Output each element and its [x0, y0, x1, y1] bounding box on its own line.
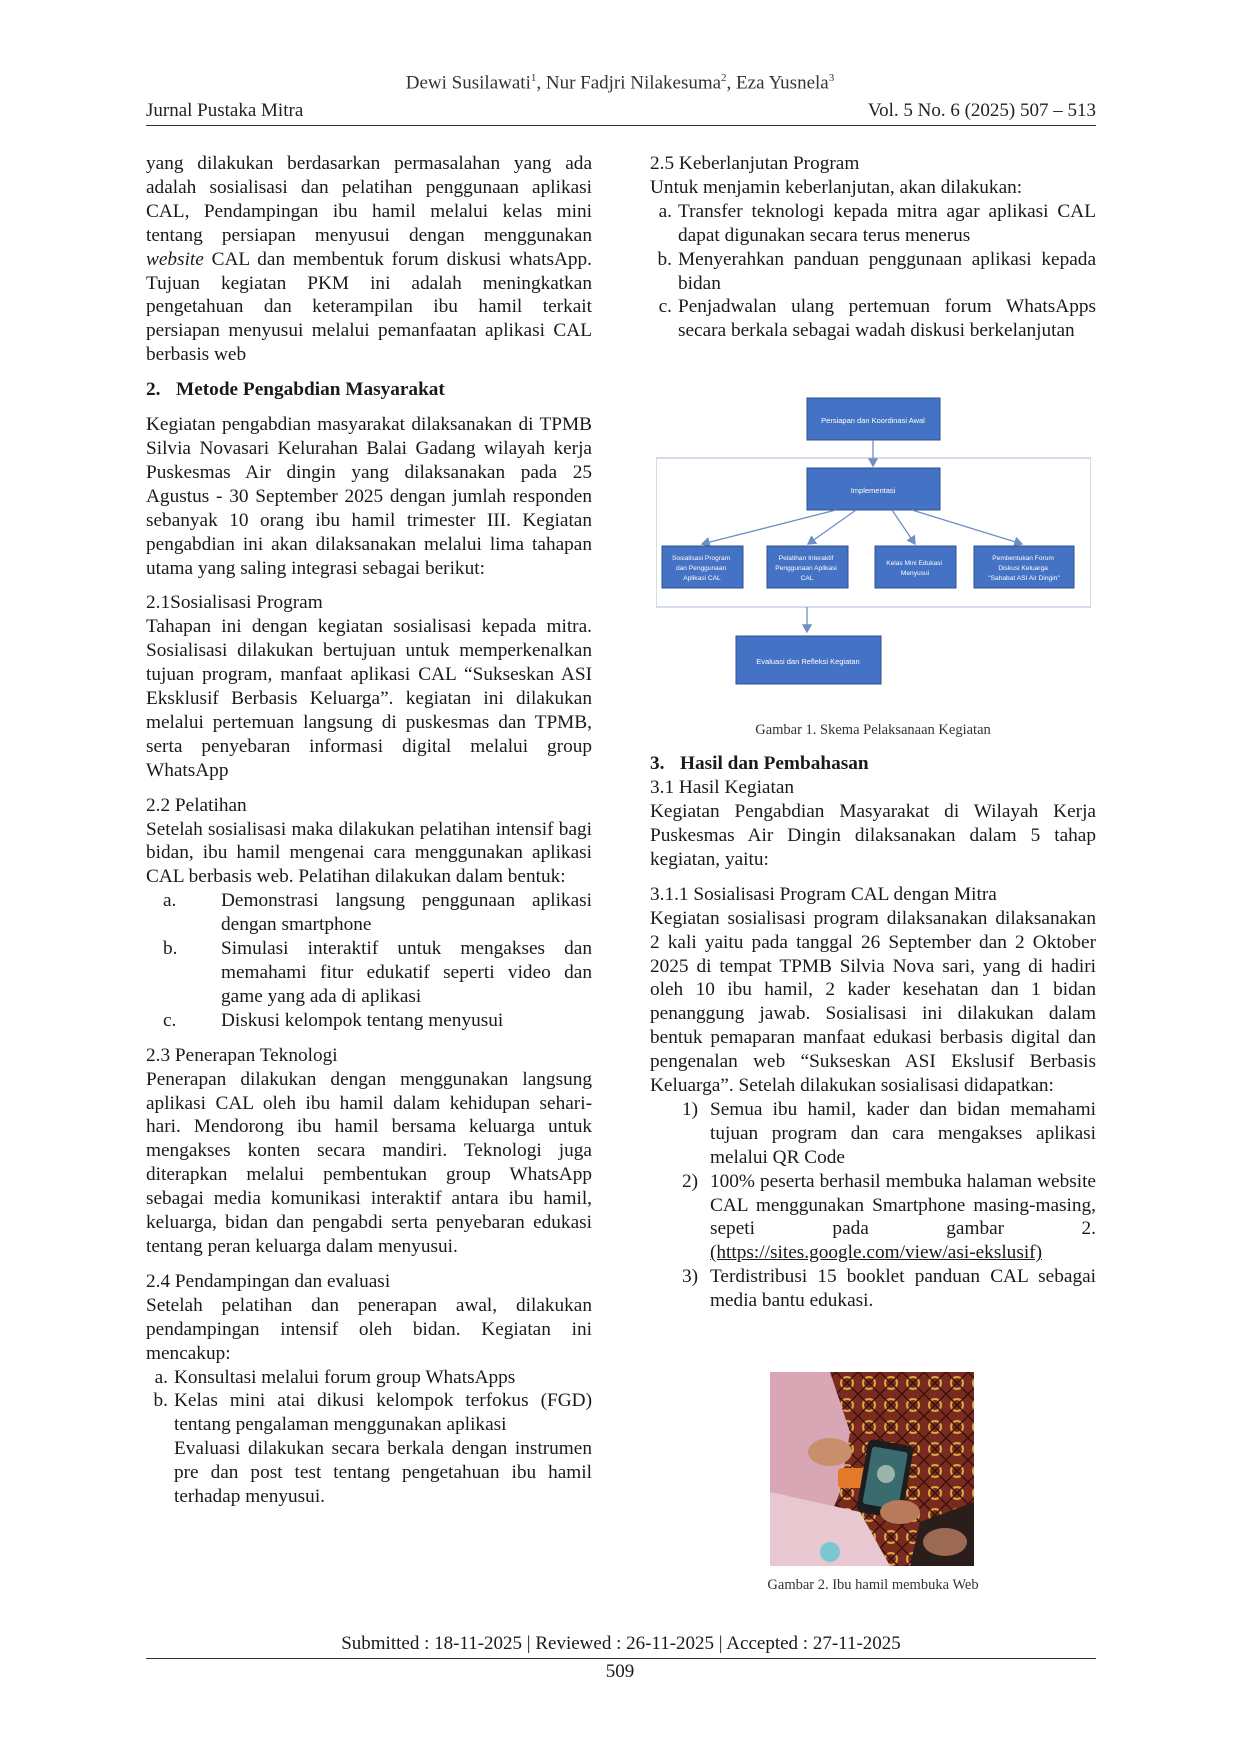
- list-item: b. Simulasi interaktif untuk mengakses dan memahami fitur edukatif seperti video dan game yang ada di aplikasi: [163, 938, 592, 1007]
- subsection-2-5-title: 2.5 Keberlanjutan Program: [650, 153, 860, 174]
- step-implementation-label: Implementasi: [850, 486, 896, 495]
- page-number: 509: [605, 1661, 635, 1682]
- branch-training-label: Pelatihan Interaktif Penggunaan Aplikasi CAL: [775, 555, 837, 582]
- branch-class-label: Kelas Mini Edukasi Menyusui: [886, 560, 942, 577]
- list-item: 1) Semua ibu hamil, kader dan bidan memahami tujuan program dan cara mengakses aplikasi melalui QR Code: [681, 1098, 1096, 1168]
- submission-dates: Submitted : 18-11-2025 | Reviewed : 26-11-2025 | Accepted : 27-11-2025: [146, 1633, 1096, 1659]
- list-item: 2) 100% peserta berhasil membuka halaman website CAL menggunakan Smartphone masing-masing, sepeti pada gambar 2. (https://sites.google.com/view/asi-ekslusif): [681, 1170, 1096, 1264]
- subsection-2-1-paragraph: Tahapan ini dengan kegiatan sosialisasi kepada mitra. Sosialisasi dilakukan bertujuan untuk memperkenalkan tujuan program, manfaat aplikasi CAL “Sukseskan ASI Eksklusif Berbasis Keluarga”. kegiatan ini dilakukan melalui pertemuan langsung di puskesmas dan TPMB, serta penyebaran informasi digital melalui group WhatsApp: [146, 616, 592, 781]
- author-2: Nur Fadjri Nilakesuma: [545, 72, 722, 94]
- list-item: 3) Terdistribusi 15 booklet panduan CAL sebagai media bantu edukasi.: [681, 1266, 1096, 1312]
- website-link[interactable]: (https://sites.google.com/view/asi-ekslusif): [710, 1242, 1043, 1264]
- list-item: c. Penjadwalan ulang pertemuan forum WhatsApps secara berkala sebagai wadah diskusi berkelanjutan: [658, 296, 1096, 342]
- author-3-mark: 3: [828, 72, 835, 84]
- intro-paragraph: yang dilakukan berdasarkan permasalahan yang ada adalah sosialisasi dan pelatihan penggunaan aplikasi CAL, Pendampingan ibu hamil melalui kelas mini tentang persiapan menyusui dengan menggunakan website CAL dan membentuk forum diskusi whatsApp. Tujuan kegiatan PKM ini adalah meningkatkan pengetahuan dan keterampilan ibu hamil terkait persiapan menyusui melalui pemanfaatan aplikasi CAL berbasis web: [146, 153, 592, 366]
- author-1: Dewi Susilawati: [405, 72, 531, 94]
- subsection-3-1-paragraph: Kegiatan Pengabdian Masyarakat di Wilayah Kerja Puskesmas Air Dingin dilaksanakan dalam 5 tahap kegiatan, yaitu:: [650, 801, 1096, 870]
- branch-class-box: [875, 546, 956, 588]
- figure-2-caption: Gambar 2. Ibu hamil membuka Web: [767, 1577, 979, 1593]
- left-column: [146, 152, 592, 1509]
- running-header: [146, 100, 1096, 126]
- figure-1-diagram: [656, 396, 1091, 702]
- subsection-2-3-title: 2.3 Penerapan Teknologi: [146, 1044, 338, 1066]
- subsection-3-1-1-title: 3.1.1 Sosialisasi Program CAL dengan Mitra: [650, 883, 997, 905]
- step-evaluation-label: Evaluasi dan Refleksi Kegiatan: [756, 657, 860, 666]
- subsection-2-4-paragraph: Setelah pelatihan dan penerapan awal, dilakukan pendampingan intensif oleh bidan. Kegiatan ini mencakup:: [146, 1294, 592, 1364]
- list-item: a. Konsultasi melalui forum group WhatsApps: [154, 1366, 516, 1388]
- arrow: [912, 510, 1022, 544]
- section-3-heading: 3. Hasil dan Pembahasan: [650, 753, 869, 775]
- evaluation-paragraph: Evaluasi dilakukan secara berkala dengan instrumen pre dan post test tentang pengetahuan ibu hamil terhadap menyusui.: [174, 1438, 592, 1508]
- section-2-paragraph: Kegiatan pengabdian masyarakat dilaksanakan di TPMB Silvia Novasari Kelurahan Balai Gadang wilayah kerja Puskesmas Air dingin yang dilaksanakan pada 25 Agustus - 30 September 2025 dengan jumlah responden sebanyak 10 orang ibu hamil trimester III. Kegiatan pengabdian ini akan dilaksanakan melalui lima tahapan utama yang saling integrasi sebagai berikut:: [146, 414, 592, 579]
- subsection-2-2-paragraph: Setelah sosialisasi maka dilakukan pelatihan intensif bagi bidan, ibu hamil mengenai cara menggunakan aplikasi CAL berbasis web. Pelatihan dilakukan dalam bentuk:: [146, 818, 592, 888]
- subsection-3-1-1-paragraph: Kegiatan sosialisasi program dilaksanakan dilaksanakan 2 kali yaitu pada tanggal 26 September dan 2 Oktober 2025 di tempat TPMB Silvia Nova sari, yang di hadiri oleh 10 ibu hamil, 2 kader kesehatan dan 1 bidan penanggung jawab. Sosialisasi ini dilakukan dalam bentuk pemaparan manfaat edukasi berbasis digital dan pengenalan web “Sukseskan ASI Ekslusif Berbasis Keluarga”. Setelah dilakukan sosialisasi didapatkan:: [650, 907, 1096, 1097]
- author-2-mark: 2: [721, 72, 727, 84]
- arrow: [892, 510, 915, 544]
- section-2-heading: 2. Metode Pengabdian Masyarakat: [146, 379, 445, 401]
- volume-info: Vol. 5 No. 6 (2025) 507 – 513: [867, 100, 1096, 121]
- step-preparation-label: Persiapan dan Koordinasi Awal: [821, 416, 925, 425]
- subsection-2-3-paragraph: Penerapan dilakukan dengan menggunakan langsung aplikasi CAL oleh ibu hamil dalam kehidupan sehari-hari. Mendorong ibu hamil bersama keluarga untuk mengakses konten secara mandiri. Teknologi juga diterapkan melalui pembentukan group WhatsApp sebagai media komunikasi interaktif antara ibu hamil, keluarga, bidan dan pengabdi serta penyebaran edukasi tentang peran keluarga dalam menyusui.: [146, 1068, 592, 1257]
- list-item: c. Diskusi kelompok tentang menyusui: [163, 1009, 504, 1031]
- branch-forum-label: Pembentukan Forum Diskusi Keluarga "Sahabat ASI Air Dingin": [988, 555, 1060, 582]
- figure-2-photo: [770, 1372, 974, 1566]
- author-line: Dewi Susilawati$^1$, Nur Fadjri Nilakesuma$^2$, Eza Yusnela$^3$: [405, 72, 835, 94]
- list-item: b. Menyerahkan panduan penggunaan aplikasi kepada bidan: [657, 248, 1096, 294]
- subsection-2-5-paragraph: Untuk menjamin keberlanjutan, akan dilakukan:: [650, 176, 1023, 198]
- subsection-2-4-title: 2.4 Pendampingan dan evaluasi: [146, 1270, 391, 1292]
- subsection-2-2-title: 2.2 Pelatihan: [146, 794, 247, 816]
- list-item: a. Demonstrasi langsung penggunaan aplikasi dengan smartphone: [163, 890, 592, 936]
- branch-socialization-label: Sosialisasi Program dan Penggunaan Aplikasi CAL: [671, 555, 731, 582]
- list-item: b. Kelas mini atai dikusi kelompok terfokus (FGD) tentang pengalaman menggunakan aplikasi: [153, 1390, 592, 1436]
- subsection-3-1-title: 3.1 Hasil Kegiatan: [650, 777, 795, 799]
- subsection-2-1-title: 2.1Sosialisasi Program: [146, 592, 323, 614]
- author-3: Eza Yusnela: [736, 72, 829, 94]
- list-item: a. Transfer teknologi kepada mitra agar aplikasi CAL dapat digunakan secara terus menerus: [658, 200, 1096, 246]
- author-1-mark: 1: [530, 72, 537, 84]
- website-emphasis: website: [146, 248, 204, 270]
- figure-1-caption: Gambar 1. Skema Pelaksanaan Kegiatan: [755, 722, 991, 738]
- journal-name: Jurnal Pustaka Mitra: [146, 100, 304, 121]
